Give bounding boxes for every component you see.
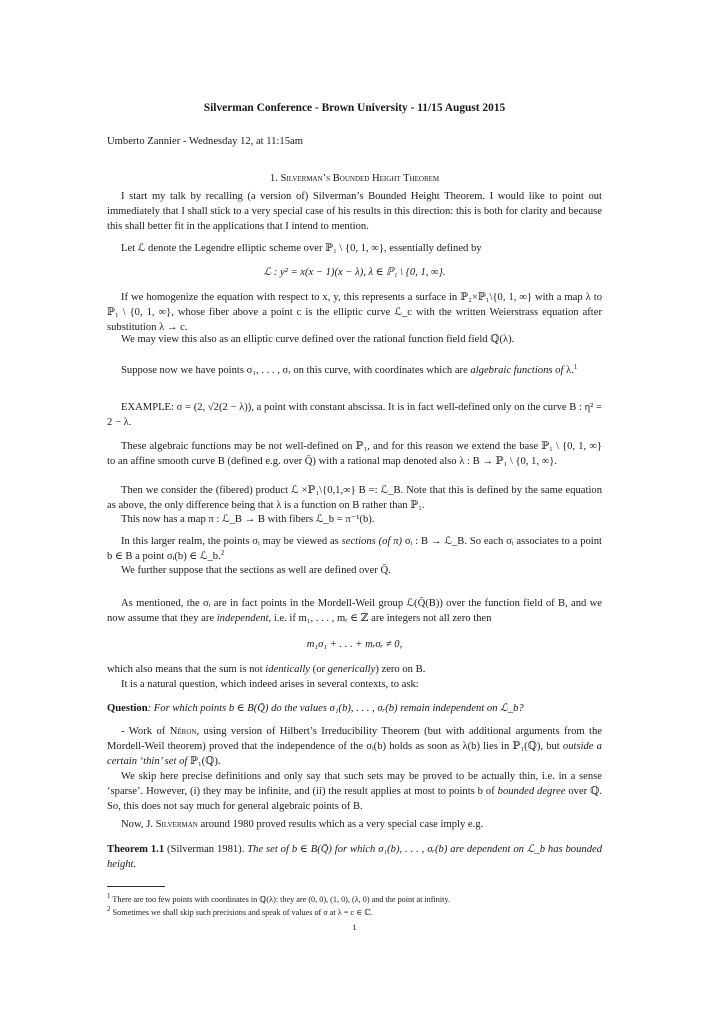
paragraph-sections bbox=[107, 535, 602, 565]
footnote-1-text: There are too few points with coordinates in ℚ(λ): they are (0, 0), (1, 0), (λ, 0) and the point at infinity. bbox=[110, 895, 451, 904]
paragraph-fibered-product: Then we consider the (fibered) product ℒ ×ℙ₁\{0,1,∞} B =: ℒ_B. Note that this is defined by the same equation as above, the only difference being that λ is a function on B rather than ℙ₁. bbox=[107, 485, 602, 511]
footnote-2-mark: 2 bbox=[107, 905, 111, 913]
paragraph-identically bbox=[107, 663, 602, 678]
points-emphasis: algebraic functions of bbox=[470, 365, 564, 376]
thin-emphasis: bounded degree bbox=[497, 785, 566, 797]
silverman-text-a: Now, J. bbox=[121, 819, 156, 830]
neron-text-a: - Work of bbox=[121, 726, 170, 737]
section-title: Silverman’s Bounded Height Theorem bbox=[280, 173, 440, 184]
identically-text-b: (or bbox=[310, 664, 328, 675]
silverman-name: Silverman bbox=[155, 819, 198, 830]
question-text: : For which points b ∈ B(Q̄) do the values σ₁(b), . . . , σᵣ(b) remain independent on ℒ_b? bbox=[147, 703, 524, 714]
footnote-1-mark: 1 bbox=[107, 892, 111, 900]
equation-legendre: ℒ : y² = x(x − 1)(x − λ), λ ∈ ℙ₁ \ {0, 1, ∞}. bbox=[263, 267, 446, 278]
paragraph-thin-sets bbox=[107, 770, 602, 814]
neron-name: Néron bbox=[169, 726, 197, 737]
footnote-2 bbox=[107, 907, 602, 918]
theorem-statement: The set of b ∈ B(Q̄) for which σ₁(b), . . . , σᵣ(b) are dependent on ℒ_b has bounded height. bbox=[107, 844, 602, 870]
sections-text-a: In this larger realm, the points σᵢ may be viewed as bbox=[121, 536, 342, 547]
points-tail: λ. bbox=[563, 365, 574, 376]
identically-text-c: ) zero on B. bbox=[375, 664, 426, 675]
section-number: 1. bbox=[269, 173, 278, 184]
question bbox=[107, 702, 602, 717]
paragraph-function-field: We may view this also as an elliptic curve defined over the rational function field field ℚ(λ). bbox=[121, 334, 515, 345]
paragraph-silverman bbox=[107, 818, 602, 833]
theorem-attribution: (Silverman 1981). bbox=[164, 844, 245, 855]
paragraph-map-pi: This now has a map π : ℒ_B → B with fibers ℒ_b = π⁻¹(b). bbox=[121, 514, 375, 525]
footnote-ref-1: 1 bbox=[573, 363, 578, 371]
paragraph-natural-question: It is a natural question, which indeed arises in several contexts, to ask: bbox=[121, 679, 419, 690]
footnote-rule bbox=[107, 886, 165, 887]
neron-text-b: , using version of Hilbert’s Irreducibility Theorem (but with additional arguments from the Mordell-Weil theorem) proved that the independence of the σᵢ(b) holds as soon as λ(b) lies in ℙ₁(ℚ), but bbox=[107, 726, 602, 752]
theorem-label: Theorem 1.1 bbox=[107, 844, 165, 855]
paragraph-mordell-weil bbox=[107, 597, 602, 627]
sections-text-b: σᵢ : B → ℒ_B. So each σᵢ associates to a point b ∈ B a point σᵢ(b) ∈ ℒ_b. bbox=[107, 536, 602, 562]
paragraph-intro: I start my talk by recalling (a version of) Silverman’s Bounded Height Theorem. I would like to point out immediately that I shall stick to a very special case of his results in this direction: this is both for clarity and because this shall better fit in the applications that I intend to mention. bbox=[107, 191, 602, 232]
page-number: 1 bbox=[352, 922, 357, 932]
neron-emphasis: outside a certain ‘thin’ set of bbox=[107, 740, 602, 767]
paragraph-points bbox=[107, 364, 602, 379]
footnote-1 bbox=[107, 894, 602, 905]
conference-title: Silverman Conference - Brown University - 11/15 August 2015 bbox=[203, 102, 506, 114]
paragraph-defined-over: We further suppose that the sections as well are defined over Q̄. bbox=[121, 565, 391, 576]
mordell-emphasis: independent bbox=[216, 612, 269, 624]
points-text: Suppose now we have points σ₁, . . . , σᵣ on this curve, with coordinates which are bbox=[121, 365, 471, 376]
mordell-text-a: As mentioned, the σᵢ are in fact points in the Mordell-Weil group ℒ(Q̄(B)) over the function field of B, and we now assume that they are bbox=[107, 598, 602, 624]
sections-emphasis: sections (of π) bbox=[341, 536, 403, 547]
question-label: Question bbox=[107, 703, 148, 714]
paragraph-example: EXAMPLE: σ = (2, √2(2 − λ)), a point with constant abscissa. It is in fact well-defined only on the curve B : η² = 2 − λ. bbox=[107, 402, 602, 428]
section-heading bbox=[107, 172, 602, 187]
footnote-ref-2: 2 bbox=[220, 548, 225, 557]
paragraph-neron bbox=[107, 725, 602, 769]
neron-text-c: ℙ₁(ℚ). bbox=[187, 755, 221, 767]
generically-emphasis: generically bbox=[327, 664, 376, 675]
speaker-line: Umberto Zannier - Wednesday 12, at 11:15am bbox=[107, 136, 303, 147]
theorem-1-1 bbox=[107, 843, 602, 873]
paragraph-extend-base: These algebraic functions may be not well-defined on ℙ₁, and for this reason we extend the base ℙ₁ \ {0, 1, ∞} to an affine smooth curve B (defined e.g. over Q̄) with a rational map denoted also λ : B → ℙ₁ \ {0, 1, ∞}. bbox=[107, 441, 602, 467]
equation-independence: m₁σ₁ + . . . + mᵣσᵣ ≠ 0, bbox=[306, 639, 403, 650]
thin-text-b: over ℚ. So, this does not say much for general algebraic points of B. bbox=[107, 785, 602, 812]
paragraph-homogenize: If we homogenize the equation with respect to x, y, this represents a surface in ℙ₂×ℙ₁\{0, 1, ∞} with a map λ to ℙ₁ \ {0, 1, ∞}, whose fiber above a point c is the elliptic curve ℒ_c with the written Weierstrass equation after substitution λ → c. bbox=[107, 292, 602, 333]
identically-emphasis: identically bbox=[265, 664, 311, 675]
thin-text-a: We skip here precise definitions and only say that such sets may be proved to be actually thin, i.e. in a sense ‘sparse’. However, (i) they may be infinite, and (ii) the result applies at most to points b of bbox=[107, 771, 602, 797]
mordell-text-b: , i.e. if m₁, . . . , mᵣ ∈ ℤ are integers not all zero then bbox=[268, 612, 492, 624]
footnote-2-text: Sometimes we shall skip such precisions and speak of values of σ at λ = c ∈ ℂ. bbox=[110, 908, 373, 917]
identically-text-a: which also means that the sum is not bbox=[107, 664, 266, 675]
silverman-text-b: around 1980 proved results which as a very special case imply e.g. bbox=[197, 819, 484, 830]
paragraph-legendre: Let ℒ denote the Legendre elliptic scheme over ℙ₁ \ {0, 1, ∞}, essentially defined by bbox=[121, 243, 482, 254]
